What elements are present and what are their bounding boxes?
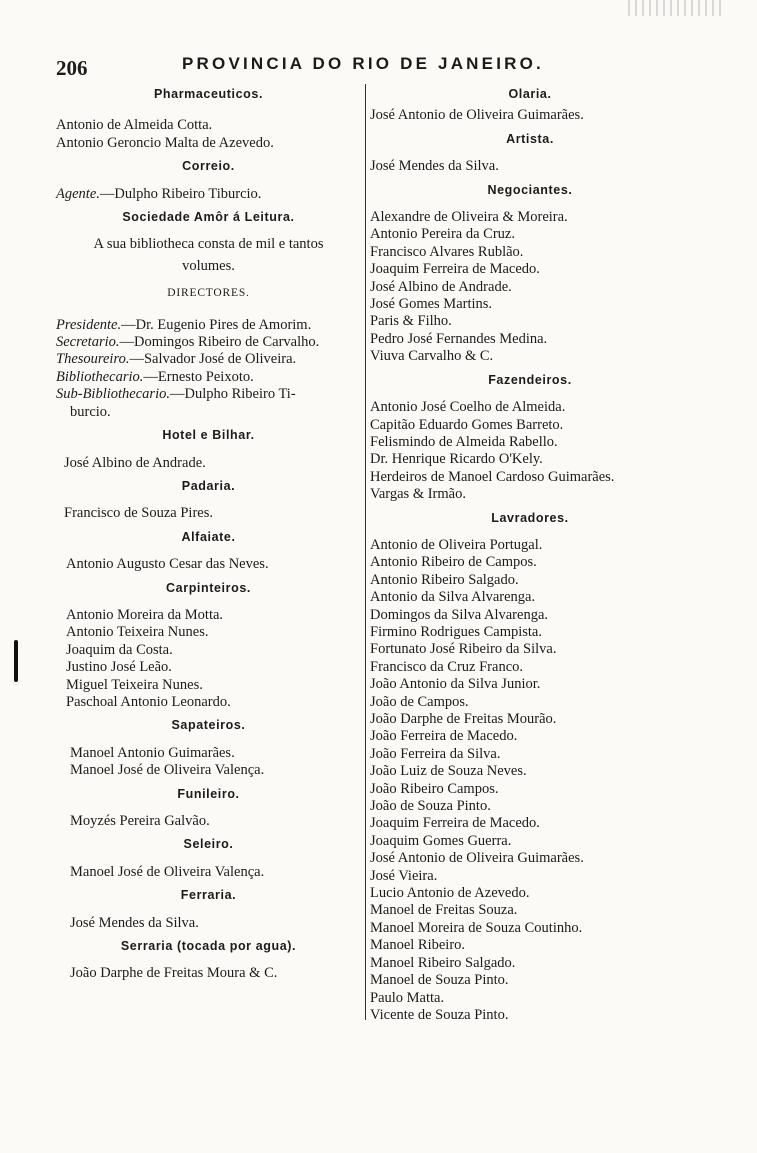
section-heading: Hotel e Bilhar. <box>162 428 255 443</box>
list-item: João de Campos. <box>370 693 469 710</box>
list-item: Antonio Geroncio Malta de Azevedo. <box>56 134 274 151</box>
list-item: João Ferreira de Macedo. <box>370 728 518 745</box>
list-item: Domingos da Silva Alvarenga. <box>370 606 549 623</box>
list-item: Francisco Alvares Rublão. <box>370 243 524 260</box>
person-name: —Dr. Eugenio Pires de Amorim. <box>121 316 312 333</box>
list-item: Viuva Carvalho & C. <box>370 348 494 365</box>
section-heading: Artista. <box>506 131 554 146</box>
page-number: 206 <box>56 56 88 80</box>
list-item: João Ferreira da Silva. <box>370 745 501 762</box>
list-item: Francisco da Cruz Franco. <box>370 658 524 675</box>
list-item: João Darphe de Freitas Moura & C. <box>70 965 278 982</box>
list-item: Paschoal Antonio Leonardo. <box>66 693 231 710</box>
list-item: Manoel Antonio Guimarães. <box>70 744 235 761</box>
list-item: Manoel José de Oliveira Valença. <box>70 762 265 779</box>
role-label: Agente. <box>56 185 100 202</box>
running-title: PROVINCIA DO RIO DE JANEIRO. <box>182 54 544 73</box>
list-item: Manoel Ribeiro Salgado. <box>370 954 516 971</box>
role-label: Bibliothecario. <box>56 368 144 385</box>
list-item: Vicente de Souza Pinto. <box>370 1006 509 1023</box>
margin-marks <box>628 0 724 16</box>
list-item: Antonio de Almeida Cotta. <box>56 117 213 134</box>
subsection-heading: DIRECTORES. <box>167 287 250 300</box>
list-item: Antonio Teixeira Nunes. <box>66 624 209 641</box>
list-item: Manoel Ribeiro. <box>370 937 466 954</box>
person-name: —Dulpho Ribeiro Ti- <box>169 386 296 403</box>
section-heading: Ferraria. <box>180 888 237 903</box>
list-item: Joaquim Ferreira de Macedo. <box>370 815 540 832</box>
list-item: José Mendes da Silva. <box>370 158 499 175</box>
section-heading: Seleiro. <box>183 837 234 852</box>
list-item: José Gomes Martins. <box>370 296 493 313</box>
right-column <box>370 84 690 1024</box>
section-heading: Correio. <box>182 159 235 174</box>
list-item: Antonio Ribeiro Salgado. <box>370 571 519 588</box>
role-label: Presidente. <box>56 316 122 333</box>
list-item: Antonio da Silva Alvarenga. <box>370 589 536 606</box>
section-heading: Pharmaceuticos. <box>153 87 264 101</box>
list-item <box>56 317 361 334</box>
list-item: João Ribeiro Campos. <box>370 780 499 797</box>
list-item: João de Souza Pinto. <box>370 798 491 815</box>
list-item: Joaquim da Costa. <box>66 641 173 658</box>
paragraph-line: A sua bibliotheca consta de mil e tantos <box>93 236 324 253</box>
section-heading: Negociantes. <box>487 182 573 197</box>
list-item <box>56 386 361 403</box>
section-heading: Sapateiros. <box>171 718 246 733</box>
list-item: Vargas & Irmão. <box>370 486 466 503</box>
list-item: José Albino de Andrade. <box>64 454 206 471</box>
list-item: Paulo Matta. <box>370 989 445 1006</box>
section-heading: Olaria. <box>508 87 552 101</box>
list-item-continuation: burcio. <box>70 403 111 420</box>
list-item: Antonio Moreira da Motta. <box>66 606 224 623</box>
list-item: José Albino de Andrade. <box>370 278 512 295</box>
list-item: Manoel Moreira de Souza Coutinho. <box>370 919 583 936</box>
paragraph-line: volumes. <box>182 257 235 274</box>
list-item <box>56 351 361 368</box>
list-item: Antonio Ribeiro de Campos. <box>370 554 537 571</box>
list-item: João Antonio da Silva Junior. <box>370 676 541 693</box>
list-item: Felismindo de Almeida Rabello. <box>370 433 558 450</box>
list-item: José Antonio de Oliveira Guimarães. <box>370 850 584 867</box>
list-item <box>56 186 361 203</box>
section-heading: Lavradores. <box>491 510 569 525</box>
person-name: —Dulpho Ribeiro Tiburcio. <box>99 185 262 202</box>
left-column <box>56 84 361 983</box>
role-label: Thesoureiro. <box>56 351 130 368</box>
section-heading: Funileiro. <box>177 786 240 801</box>
list-item: Capitão Eduardo Gomes Barreto. <box>370 416 564 433</box>
section-heading: Serraria (tocada por agua). <box>120 939 297 954</box>
list-item: João Darphe de Freitas Mourão. <box>370 711 557 727</box>
list-item: João Luiz de Souza Neves. <box>370 763 527 780</box>
list-item: José Antonio de Oliveira Guimarães. <box>370 107 584 124</box>
list-item: Francisco de Souza Pires. <box>64 505 213 522</box>
list-item: Moyzés Pereira Galvão. <box>70 813 210 829</box>
list-item: Manoel José de Oliveira Valença. <box>70 863 265 880</box>
list-item: José Mendes da Silva. <box>70 914 199 931</box>
list-item: Fortunato José Ribeiro da Silva. <box>370 641 557 658</box>
list-item: Antonio Pereira da Cruz. <box>370 226 515 243</box>
list-item: Antonio José Coelho de Almeida. <box>370 399 566 416</box>
section-heading: Fazendeiros. <box>488 372 572 387</box>
role-label: Secretario. <box>56 334 120 351</box>
list-item: Antonio de Oliveira Portugal. <box>370 536 543 553</box>
list-item: Firmino Rodrigues Campista. <box>370 623 542 640</box>
list-item: Justino José Leão. <box>66 659 172 676</box>
section-heading: Carpinteiros. <box>166 580 251 595</box>
person-name: —Ernesto Peixoto. <box>143 368 254 385</box>
role-label: Sub-Bibliothecario. <box>56 386 170 403</box>
list-item: Manoel de Souza Pinto. <box>370 972 509 989</box>
list-item: Dr. Henrique Ricardo O'Kely. <box>370 451 543 468</box>
page-header <box>56 54 616 80</box>
ink-mark <box>14 640 18 682</box>
list-item <box>56 369 361 386</box>
list-item: Joaquim Ferreira de Macedo. <box>370 261 540 278</box>
list-item: Joaquim Gomes Guerra. <box>370 832 512 849</box>
section-heading: Sociedade Amôr á Leitura. <box>122 210 295 225</box>
list-item: Paris & Filho. <box>370 313 452 330</box>
column-divider <box>365 84 366 1020</box>
list-item: Herdeiros de Manoel Cardoso Guimarães. <box>370 468 615 485</box>
section-heading: Alfaiate. <box>181 529 236 544</box>
list-item: Antonio Augusto Cesar das Neves. <box>66 556 269 573</box>
list-item: Pedro José Fernandes Medina. <box>370 330 548 347</box>
person-name: —Domingos Ribeiro de Carvalho. <box>119 334 320 351</box>
list-item: José Vieira. <box>370 867 438 884</box>
person-name: —Salvador José de Oliveira. <box>129 351 297 368</box>
section-heading: Padaria. <box>181 478 236 493</box>
list-item <box>56 334 361 351</box>
list-item: Miguel Teixeira Nunes. <box>66 676 203 693</box>
list-item: Lucio Antonio de Azevedo. <box>370 885 530 902</box>
list-item: Manoel de Freitas Souza. <box>370 902 518 919</box>
list-item: Alexandre de Oliveira & Moreira. <box>370 209 568 226</box>
